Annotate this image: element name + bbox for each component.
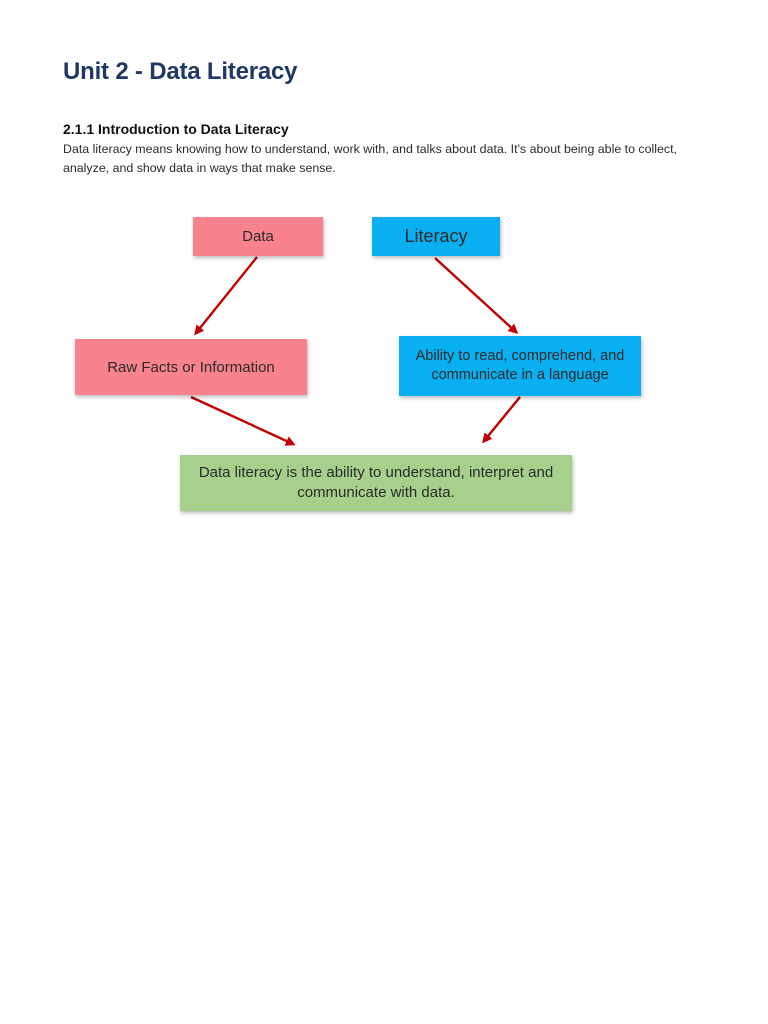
arrow-raw-facts-to-result (191, 397, 293, 444)
data-literacy-definition-box: Data literacy is the ability to understand, interpret and communicate with data. (180, 455, 572, 511)
intro-paragraph: Data literacy means knowing how to understand, work with, and talks about data. It's about being able to collect, analyze, and show data in ways that make sense. (63, 142, 677, 175)
page-title: Unit 2 - Data Literacy (63, 58, 298, 85)
arrow-data-to-raw-facts (196, 257, 257, 333)
ability-box: Ability to read, comprehend, and communicate in a language (399, 336, 641, 396)
arrow-literacy-to-ability (435, 258, 516, 332)
data-box: Data (193, 217, 323, 256)
arrow-ability-to-result (484, 397, 520, 441)
section-heading: 2.1.1 Introduction to Data Literacy (63, 121, 289, 137)
literacy-box: Literacy (372, 217, 500, 256)
raw-facts-box: Raw Facts or Information (75, 339, 307, 395)
